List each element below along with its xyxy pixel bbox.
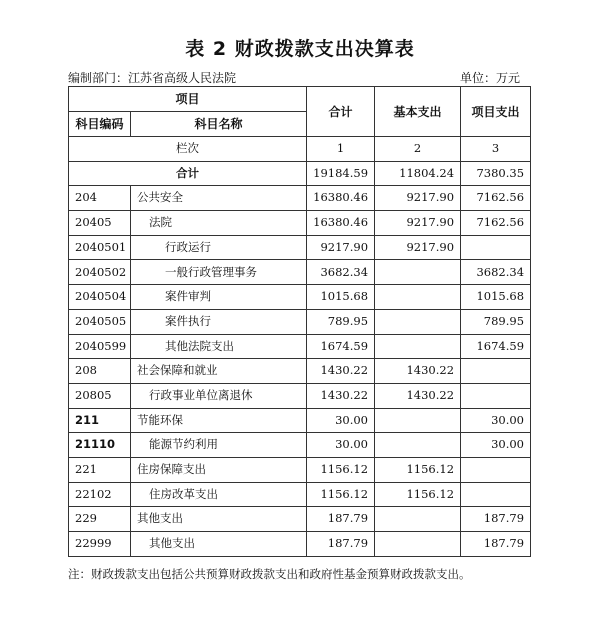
cell-name: 住房保障支出: [131, 457, 307, 482]
cell-project: [461, 482, 531, 507]
unit-label: 单位：万元: [459, 71, 520, 85]
table-row: [69, 507, 531, 532]
cell-name: 社会保障和就业: [131, 359, 307, 384]
cell-project: [461, 383, 531, 408]
cell-basic: [375, 507, 461, 532]
cell-basic: [375, 408, 461, 433]
cell-total: 1430.22: [307, 383, 375, 408]
header-total: 合计: [307, 87, 375, 137]
cell-basic: [375, 532, 461, 557]
cell-project: 3682.34: [461, 260, 531, 285]
cell-project: [461, 457, 531, 482]
cell-basic: 1156.12: [375, 482, 461, 507]
cell-code: 2040599: [69, 334, 131, 359]
cell-total: 789.95: [307, 309, 375, 334]
table-row: [69, 309, 531, 334]
cell-name: 住房改革支出: [131, 482, 307, 507]
cell-total: 1015.68: [307, 285, 375, 310]
cell-basic: [375, 285, 461, 310]
cell-name: 行政运行: [131, 235, 307, 260]
table-row: [69, 408, 531, 433]
cell-project: 7162.56: [461, 211, 531, 236]
cell-basic: [375, 334, 461, 359]
cell-code: 221: [69, 457, 131, 482]
summary-total: 19184.59: [307, 161, 375, 186]
cell-project: [461, 235, 531, 260]
table-row: [69, 433, 531, 458]
cell-code: 229: [69, 507, 131, 532]
cell-code: 2040502: [69, 260, 131, 285]
column-index-3: 3: [461, 137, 531, 162]
table-row: [69, 457, 531, 482]
table-row: [69, 334, 531, 359]
header-item: 项目: [69, 87, 307, 112]
cell-project: 1015.68: [461, 285, 531, 310]
cell-code: 21110: [69, 433, 131, 458]
table-row: [69, 186, 531, 211]
cell-name: 公共安全: [131, 186, 307, 211]
cell-basic: 1156.12: [375, 457, 461, 482]
expenditure-table: [68, 86, 531, 557]
summary-basic: 11804.24: [375, 161, 461, 186]
cell-project: [461, 359, 531, 384]
cell-project: 7162.56: [461, 186, 531, 211]
cell-code: 204: [69, 186, 131, 211]
cell-total: 16380.46: [307, 211, 375, 236]
cell-code: 20805: [69, 383, 131, 408]
header-code: 科目编码: [69, 112, 131, 137]
cell-name: 一般行政管理事务: [131, 260, 307, 285]
cell-code: 20405: [69, 211, 131, 236]
cell-total: 1430.22: [307, 359, 375, 384]
summary-label: 合计: [69, 161, 307, 186]
table-row: [69, 532, 531, 557]
cell-name: 其他支出: [131, 507, 307, 532]
cell-name: 其他支出: [131, 532, 307, 557]
cell-basic: 9217.90: [375, 235, 461, 260]
cell-total: 16380.46: [307, 186, 375, 211]
cell-code: 208: [69, 359, 131, 384]
cell-code: 2040505: [69, 309, 131, 334]
header-name: 科目名称: [131, 112, 307, 137]
meta-row: [68, 69, 520, 86]
cell-code: 22999: [69, 532, 131, 557]
table-title: 表 2 财政拨款支出决算表: [185, 38, 415, 60]
cell-name: 法院: [131, 211, 307, 236]
table-row: [69, 482, 531, 507]
cell-name: 能源节约利用: [131, 433, 307, 458]
table-row: [69, 285, 531, 310]
cell-project: 187.79: [461, 532, 531, 557]
cell-total: 3682.34: [307, 260, 375, 285]
cell-name: 行政事业单位离退休: [131, 383, 307, 408]
column-index-label: 栏次: [69, 137, 307, 162]
cell-project: 30.00: [461, 408, 531, 433]
cell-code: 2040504: [69, 285, 131, 310]
cell-basic: 9217.90: [375, 211, 461, 236]
cell-name: 案件执行: [131, 309, 307, 334]
cell-basic: 1430.22: [375, 383, 461, 408]
cell-total: 1156.12: [307, 457, 375, 482]
cell-code: 22102: [69, 482, 131, 507]
cell-project: 1674.59: [461, 334, 531, 359]
cell-total: 187.79: [307, 507, 375, 532]
cell-total: 187.79: [307, 532, 375, 557]
cell-name: 其他法院支出: [131, 334, 307, 359]
cell-basic: [375, 309, 461, 334]
cell-basic: 9217.90: [375, 186, 461, 211]
cell-total: 9217.90: [307, 235, 375, 260]
cell-code: 2040501: [69, 235, 131, 260]
cell-project: 30.00: [461, 433, 531, 458]
table-row: [69, 260, 531, 285]
summary-project: 7380.35: [461, 161, 531, 186]
cell-project: 187.79: [461, 507, 531, 532]
cell-basic: [375, 433, 461, 458]
table-row: [69, 359, 531, 384]
cell-project: 789.95: [461, 309, 531, 334]
header-project: 项目支出: [461, 87, 531, 137]
table-row: [69, 383, 531, 408]
cell-total: 1674.59: [307, 334, 375, 359]
table-row: [69, 211, 531, 236]
cell-basic: [375, 260, 461, 285]
column-index-1: 1: [307, 137, 375, 162]
cell-total: 1156.12: [307, 482, 375, 507]
column-index-2: 2: [375, 137, 461, 162]
department-label: 编制部门：江苏省高级人民法院: [68, 71, 237, 85]
footnote: 注：财政拨款支出包括公共预算财政拨款支出和政府性基金预算财政拨款支出。: [68, 567, 471, 581]
header-basic: 基本支出: [375, 87, 461, 137]
cell-name: 节能环保: [131, 408, 307, 433]
cell-name: 案件审判: [131, 285, 307, 310]
table-row: [69, 235, 531, 260]
cell-code: 211: [69, 408, 131, 433]
cell-total: 30.00: [307, 433, 375, 458]
cell-basic: 1430.22: [375, 359, 461, 384]
cell-total: 30.00: [307, 408, 375, 433]
